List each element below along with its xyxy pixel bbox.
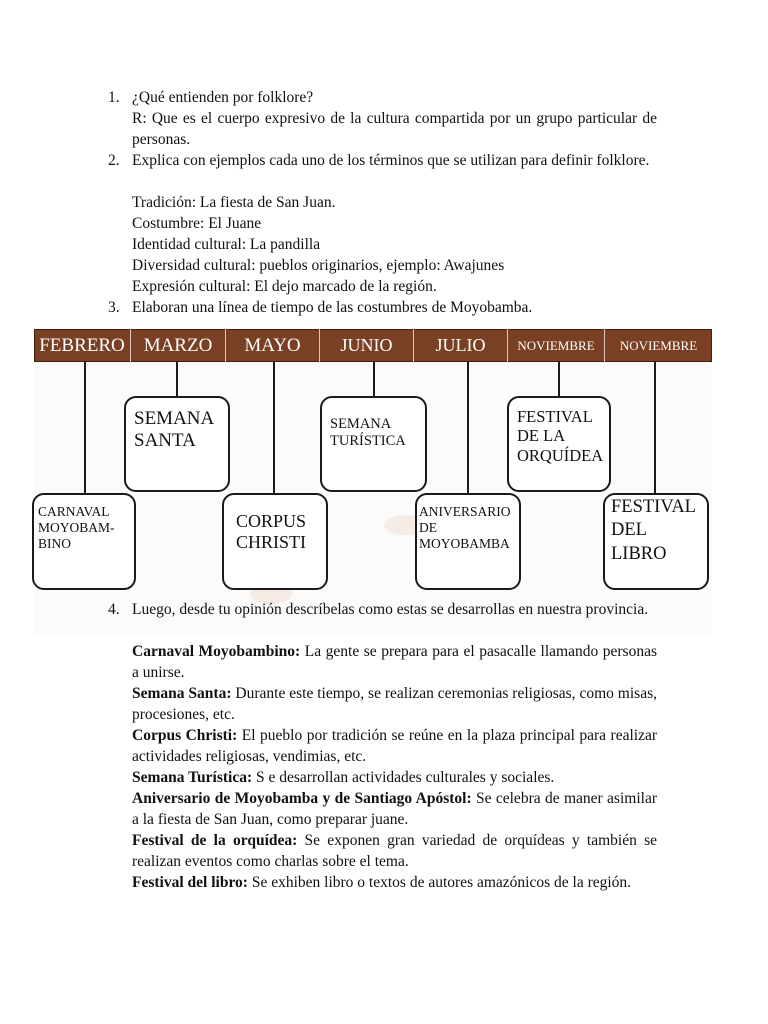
event-line: CORPUS [236,511,307,531]
event-line: TURÍSTICA [330,433,406,450]
connector-line [654,362,656,494]
q4-item [132,830,657,872]
event-carnaval [32,493,136,590]
event-line: LIBRO [611,543,667,564]
q4-item-term: Festival de la orquídea: [132,832,298,849]
event-line: MOYOBAMBA [419,535,510,551]
month-noviembre-2: NOVIEMBRE [619,337,698,353]
month-febrero: FEBRERO [34,329,131,362]
q4-item-term: Festival del libro: [132,874,248,891]
event-festival-libro [603,493,709,590]
month-julio: JULIO [414,329,508,362]
event-line: DE [419,519,437,535]
q4-item [132,641,657,683]
month-marzo: MARZO [131,329,226,362]
event-line: CHRISTI [236,532,307,553]
connector-line [467,362,469,494]
event-line: ANIVERSARIO [419,504,511,519]
q4-question: Luego, desde tu opinión descríbelas como estas se desarrollas en nuestra provincia. [132,601,649,618]
event-line: DEL [611,520,647,541]
connector-line [373,362,375,396]
event-semana-turistica [320,396,427,492]
q4-item-term: Carnaval Moyobambino: [132,643,301,660]
connector-line [176,362,178,396]
q4-item-text: S e desarrollan actividades culturales y sociales. [252,769,555,786]
event-line: FESTIVAL [611,497,696,517]
q1-question: ¿Qué entienden por folklore? [132,89,314,106]
q2-item: Costumbre: El Juane [132,215,262,232]
q3-question: Elaboran una línea de tiempo de las costumbres de Moyobamba. [132,299,533,316]
q4-item-text: Se exhiben libro o textos de autores amazónicos de la región. [247,874,632,891]
q1-answer: R: Que es el cuerpo expresivo de la cultura compartida por un grupo particular de personas. [132,110,657,148]
event-line: CARNAVAL [38,504,110,519]
event-line: DE LA [517,426,566,446]
connector-line [84,362,86,493]
event-line: SEMANA [330,416,392,432]
event-line: FESTIVAL [517,407,593,426]
q4-item [132,872,657,893]
q4-item-term: Semana Turística: [132,769,253,786]
event-corpus-christi [222,493,328,590]
q4-item-text: La gente se prepara para el pasacalle llamando personas a unirse. [132,643,658,681]
q1-number: 1. [108,89,120,106]
event-line: ORQUÍDEA [517,445,604,465]
q3-number: 3. [108,299,120,316]
event-line: SANTA [134,430,196,452]
q2-item: Diversidad cultural: pueblos originarios, ejemplo: Awajunes [132,257,505,274]
q4-item-text: El pueblo por tradición se reúne en la plaza principal para realizar actividades religiosas, vendimias, etc. [132,727,657,765]
month-mayo: MAYO [226,329,320,362]
event-line: BINO [38,535,71,551]
q4-item [132,788,657,830]
q2-item: Identidad cultural: La pandilla [132,236,321,253]
q2-question: Explica con ejemplos cada uno de los términos que se utilizan para definir folklore. [132,152,650,169]
month-junio: JUNIO [320,329,414,362]
q4-item [132,683,657,725]
q4-item-term: Corpus Christi: [132,727,238,744]
q4-item-term: Aniversario de Moyobamba y de Santiago Apóstol: [132,790,472,807]
q4-item-text: Se exponen gran variedad de orquídeas y también se realizan eventos como charlas sobre el tema. [132,832,657,870]
event-semana-santa [124,396,230,492]
event-line: SEMANA [134,408,215,429]
q4-number: 4. [108,601,120,618]
connector-line [558,362,560,396]
month-noviembre-1: NOVIEMBRE [508,329,605,362]
connector-line [273,362,275,494]
q4-item-term: Semana Santa: [132,685,232,702]
event-aniversario [415,493,521,590]
q4-item [132,767,657,788]
event-festival-orquidea [507,396,611,492]
q4-item-text: Durante este tiempo, se realizan ceremonias religiosas, como misas, procesiones, etc. [132,685,657,723]
q2-item: Expresión cultural: El dejo marcado de la región. [132,278,437,295]
q2-item: Tradición: La fiesta de San Juan. [132,194,336,211]
q4-item [132,725,657,767]
q2-number: 2. [108,152,120,169]
event-line: MOYOBAM- [38,519,115,535]
q4-item-text: Se celebra de maner asimilar a la fiesta de San Juan, como preparar juane. [132,790,657,828]
